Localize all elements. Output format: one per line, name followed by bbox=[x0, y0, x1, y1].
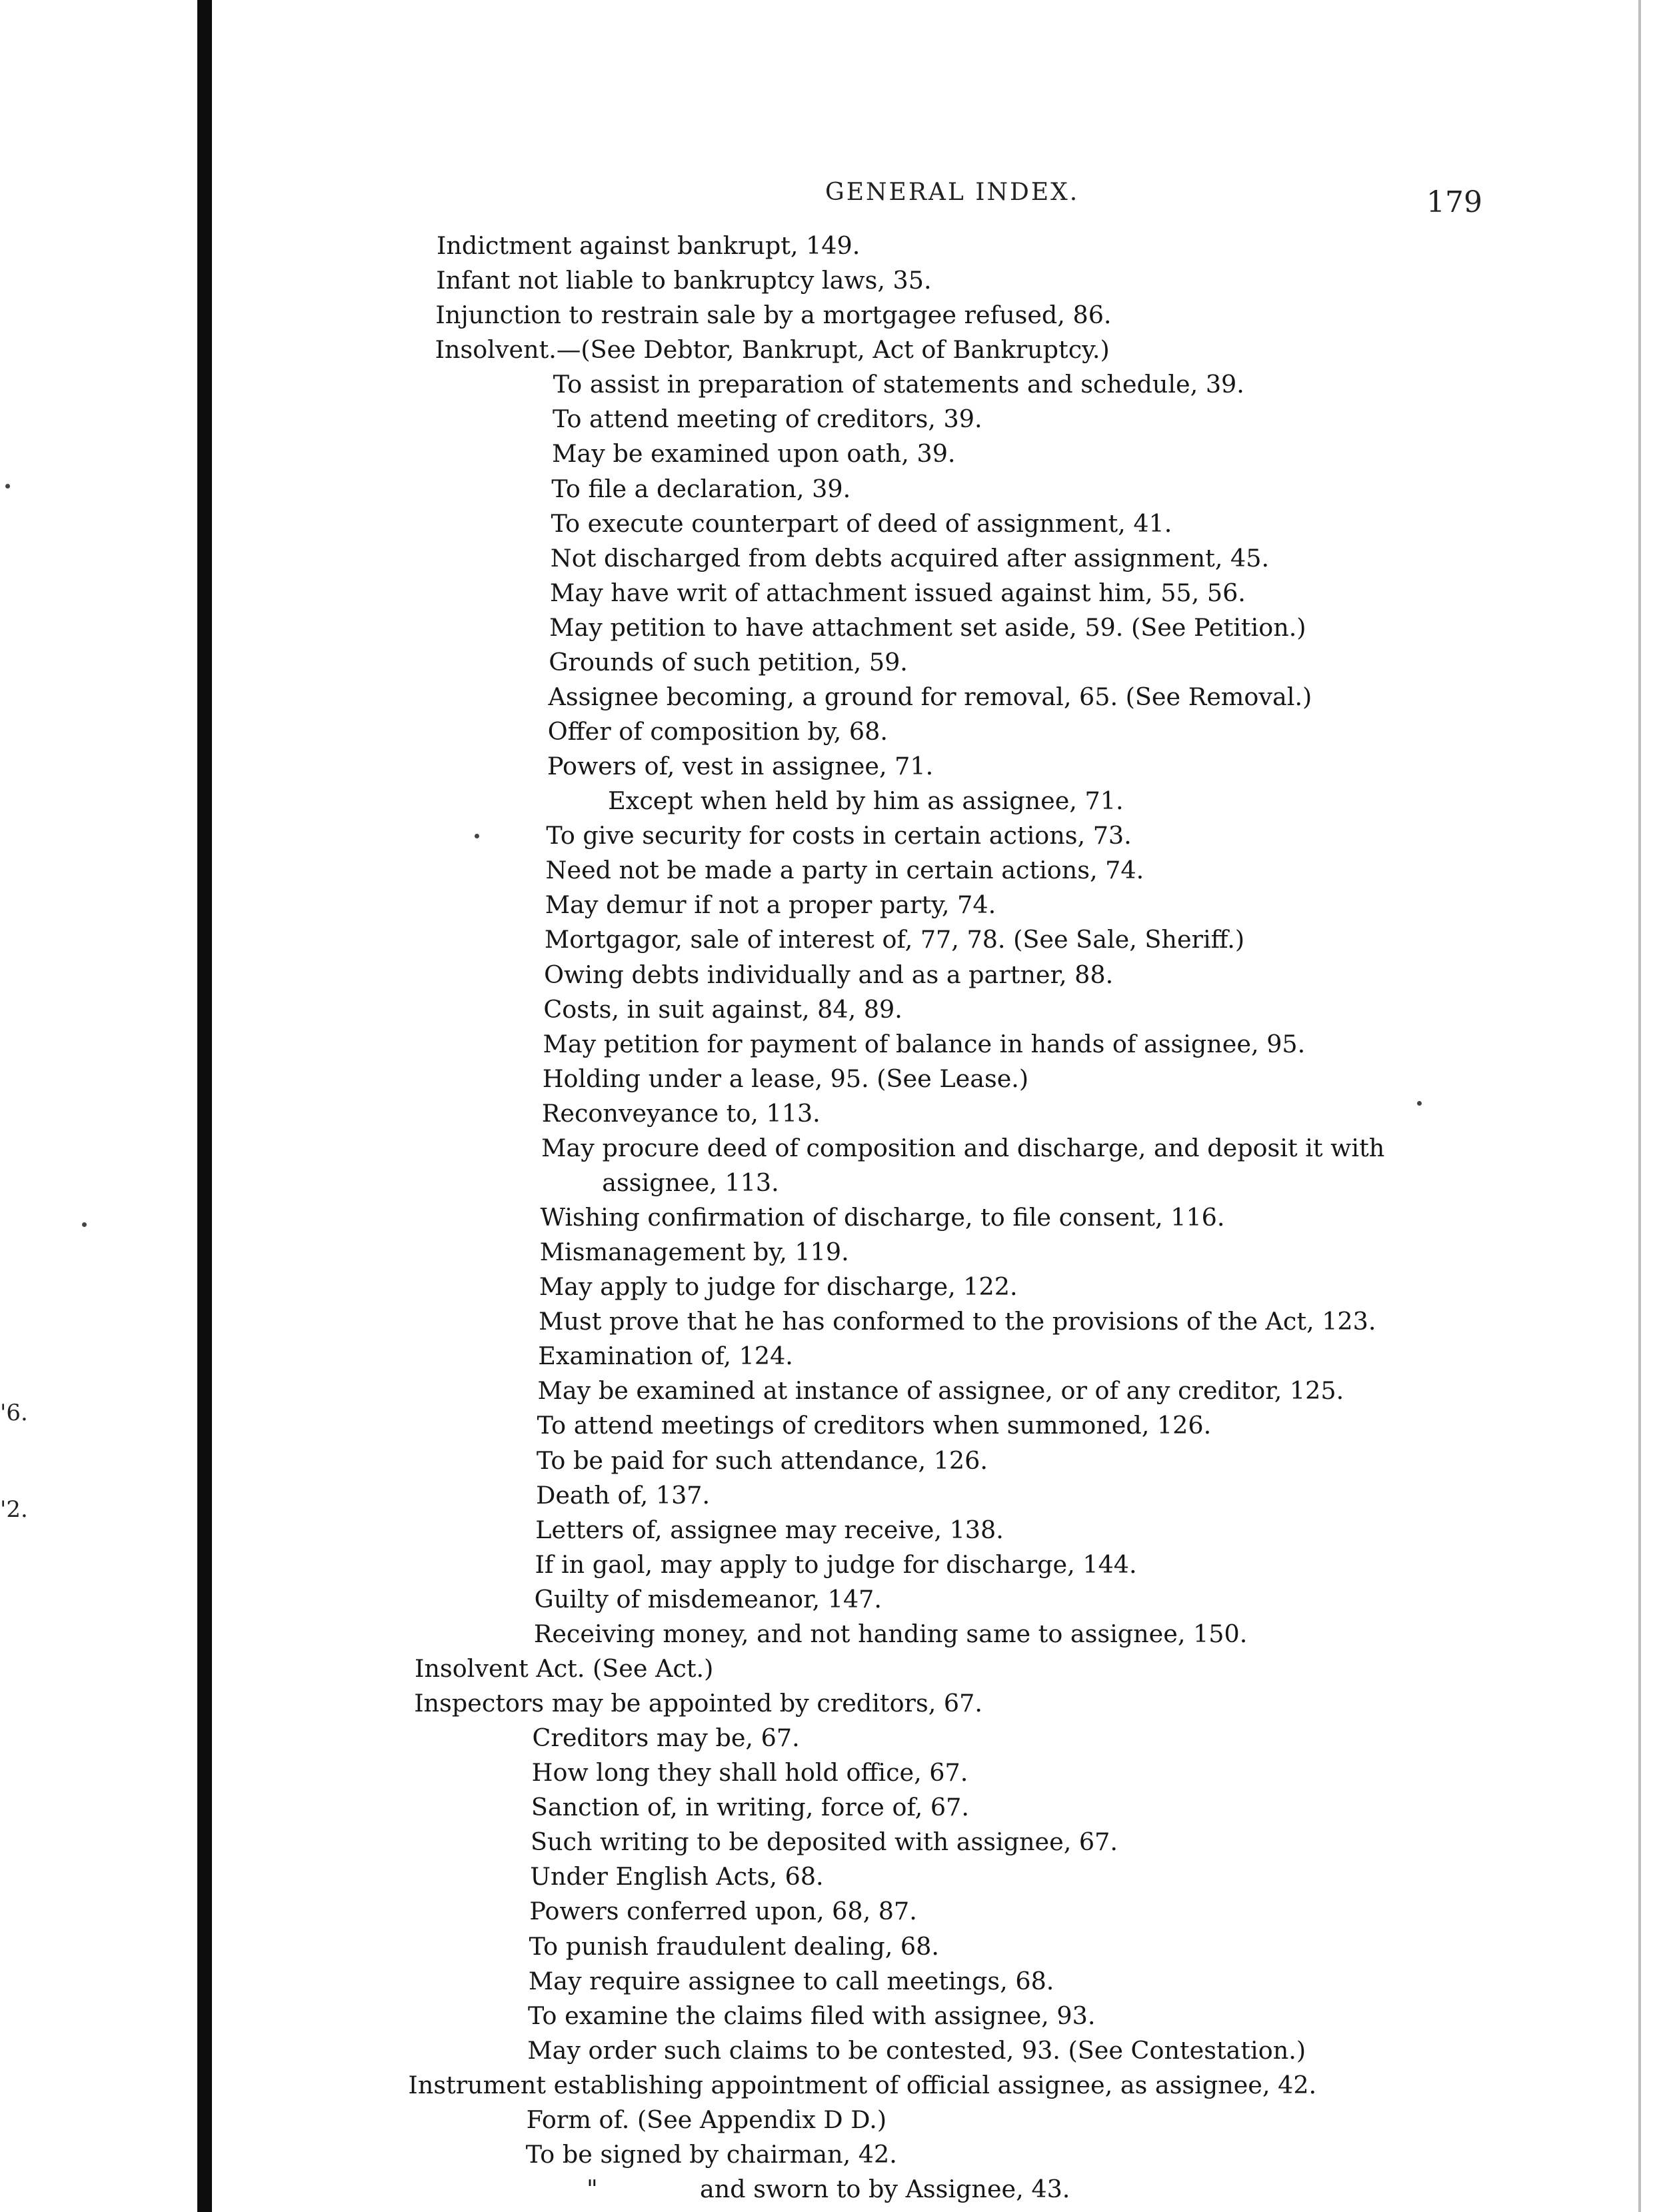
entry-text: To file a declaration, 39. bbox=[551, 474, 851, 503]
index-heading bbox=[414, 1688, 982, 1719]
page-edge bbox=[1638, 0, 1641, 2212]
index-subentry bbox=[550, 578, 1246, 608]
index-subentry bbox=[546, 820, 1131, 851]
entry-text: Examination of, 124. bbox=[538, 1342, 793, 1371]
scan-speck bbox=[5, 484, 10, 489]
entry-text: Powers conferred upon, 68, 87. bbox=[529, 1897, 917, 1926]
index-subentry bbox=[532, 1757, 968, 1788]
entry-text: May demur if not a proper party, 74. bbox=[545, 890, 996, 920]
index-subentry bbox=[535, 1584, 882, 1615]
index-subentry bbox=[551, 543, 1269, 574]
index-subentry bbox=[543, 1029, 1306, 1060]
index-subentry bbox=[587, 2174, 1070, 2205]
index-subentry bbox=[602, 1168, 779, 1198]
page-header: GENERAL INDEX. bbox=[825, 179, 1080, 206]
index-subentry bbox=[537, 1446, 988, 1476]
entry-text: If in gaol, may apply to judge for discharge, 144. bbox=[535, 1550, 1137, 1579]
scan-speck bbox=[82, 1222, 87, 1227]
index-subentry bbox=[535, 1515, 1004, 1546]
index-subentry bbox=[548, 716, 888, 747]
entry-text: Grounds of such petition, 59. bbox=[549, 647, 908, 676]
index-heading bbox=[435, 335, 1110, 365]
scan-speck bbox=[475, 834, 479, 838]
entry-text: May apply to judge for discharge, 122. bbox=[539, 1272, 1018, 1302]
index-subentry bbox=[545, 924, 1244, 955]
index-heading bbox=[436, 265, 931, 296]
entry-text: Insolvent.—(See Debtor, Bankrupt, Act of Bankruptcy.) bbox=[435, 335, 1110, 365]
index-heading bbox=[435, 300, 1111, 331]
entry-text: Infant not liable to bankruptcy laws, 35. bbox=[436, 266, 932, 295]
entry-text: Holding under a lease, 95. (See Lease.) bbox=[542, 1064, 1029, 1093]
index-subentry bbox=[529, 1931, 939, 1962]
entry-text: Sanction of, in writing, force of, 67. bbox=[531, 1793, 969, 1822]
entry-text: Receiving money, and not handing same to assignee, 150. bbox=[533, 1619, 1248, 1648]
ditto-mark: " bbox=[587, 2175, 598, 2203]
entry-text: May procure deed of composition and discharge, and deposit it with bbox=[541, 1133, 1385, 1162]
entry-text: To punish fraudulent dealing, 68. bbox=[529, 1931, 939, 1961]
index-subentry bbox=[537, 1410, 1212, 1441]
entry-text: May have writ of attachment issued against him, 55, 56. bbox=[549, 578, 1246, 607]
entry-text: Not discharged from debts acquired after assignment, 45. bbox=[550, 543, 1270, 572]
entry-text: Indictment against bankrupt, 149. bbox=[437, 231, 860, 260]
entry-text: May petition to have attachment set aside, 59. (See Petition.) bbox=[549, 612, 1306, 642]
index-subentry bbox=[541, 1133, 1384, 1164]
entry-text: Such writing to be deposited with assignee, 67. bbox=[531, 1827, 1118, 1857]
entry-text: May petition for payment of balance in hands of assignee, 95. bbox=[543, 1029, 1306, 1058]
page-number: 179 bbox=[1426, 185, 1482, 219]
entry-text: To give security for costs in certain actions, 73. bbox=[546, 821, 1132, 850]
index-subentry bbox=[546, 855, 1144, 886]
index-subentry bbox=[549, 682, 1312, 712]
index-subentry bbox=[553, 404, 982, 435]
index-subentry bbox=[538, 1341, 793, 1372]
entry-text: Must prove that he has conformed to the provisions of the Act, 123. bbox=[539, 1307, 1376, 1336]
entry-text: Owing debts individually and as a partner, 88. bbox=[544, 960, 1114, 989]
entry-text: Letters of, assignee may receive, 138. bbox=[535, 1515, 1004, 1544]
entry-text: Injunction to restrain sale by a mortgagee refused, 86. bbox=[435, 301, 1112, 330]
index-subentry bbox=[540, 1237, 849, 1268]
index-subentry bbox=[551, 509, 1172, 539]
index-subentry bbox=[527, 2105, 887, 2135]
index-heading bbox=[437, 231, 860, 261]
scan-speck bbox=[1417, 1101, 1422, 1106]
index-subentry bbox=[553, 369, 1244, 400]
entry-text: Instrument establishing appointment of official assignee, as assignee, 42. bbox=[408, 2070, 1317, 2099]
index-subentry bbox=[529, 1896, 916, 1927]
entry-text: To attend meetings of creditors when summoned, 126. bbox=[537, 1411, 1212, 1440]
index-subentry bbox=[543, 994, 902, 1025]
entry-text: Inspectors may be appointed by creditors, 67. bbox=[414, 1689, 982, 1717]
index-subentry bbox=[542, 1098, 821, 1129]
entry-text: Reconveyance to, 113. bbox=[541, 1098, 821, 1128]
entry-text: Costs, in suit against, 84, 89. bbox=[543, 994, 902, 1024]
entry-text: May order such claims to be contested, 93. (See Contestation.) bbox=[527, 2035, 1306, 2065]
index-subentry bbox=[539, 1306, 1376, 1337]
index-subentry bbox=[536, 1480, 710, 1511]
index-heading bbox=[408, 2070, 1316, 2101]
index-subentry bbox=[531, 1792, 969, 1823]
index-subentry bbox=[547, 751, 933, 782]
index-heading bbox=[415, 1654, 713, 1684]
entry-text: Need not be made a party in certain actions, 74. bbox=[545, 856, 1144, 885]
entry-text: To examine the claims filed with assignee, 93. bbox=[528, 2001, 1096, 2030]
entry-text: May be examined at instance of assignee, or of any creditor, 125. bbox=[537, 1376, 1344, 1406]
entry-text: assignee, 113. bbox=[602, 1168, 779, 1197]
entry-text: and sworn to by Assignee, 43. bbox=[700, 2175, 1070, 2203]
entry-text: Except when held by him as assignee, 71. bbox=[608, 786, 1124, 816]
entry-text: Creditors may be, 67. bbox=[532, 1723, 800, 1753]
index-subentry bbox=[552, 439, 955, 469]
entry-text: Mortgagor, sale of interest of, 77, 78. (See Sale, Sheriff.) bbox=[544, 925, 1245, 954]
entry-text: To execute counterpart of deed of assignment, 41. bbox=[551, 509, 1172, 538]
index-subentry bbox=[545, 890, 996, 920]
entry-text: Assignee becoming, a ground for removal, 65. (See Removal.) bbox=[548, 682, 1312, 711]
facing-page-margin bbox=[0, 0, 208, 2212]
index-subentry bbox=[549, 647, 908, 678]
entry-text: Guilty of misdemeanor, 147. bbox=[534, 1584, 882, 1614]
entry-text: Wishing confirmation of discharge, to file consent, 116. bbox=[540, 1203, 1225, 1232]
entry-text: Offer of composition by, 68. bbox=[547, 717, 888, 746]
index-subentry bbox=[534, 1619, 1248, 1650]
index-subentry bbox=[529, 1966, 1054, 1997]
index-subentry bbox=[549, 612, 1306, 643]
entry-text: May require assignee to call meetings, 68. bbox=[528, 1966, 1054, 1995]
index-subentry bbox=[532, 1723, 799, 1753]
entry-text: Form of. (See Appendix D D.) bbox=[526, 2105, 887, 2134]
entry-text: To be paid for such attendance, 126. bbox=[536, 1446, 988, 1475]
index-subentry bbox=[541, 1202, 1225, 1233]
index-subentry bbox=[527, 2035, 1306, 2066]
index-subentry bbox=[543, 1064, 1028, 1094]
entry-text: To attend meeting of creditors, 39. bbox=[552, 405, 982, 434]
index-subentry bbox=[551, 474, 850, 505]
facing-page-fragment: '6. bbox=[0, 1400, 28, 1426]
index-subentry bbox=[537, 1376, 1344, 1406]
index-subentry bbox=[526, 2139, 897, 2170]
entry-text: Insolvent Act. (See Act.) bbox=[415, 1654, 714, 1683]
entry-text: Powers of, vest in assignee, 71. bbox=[547, 752, 934, 781]
facing-page-fragment: '2. bbox=[0, 1496, 28, 1523]
index-subentry bbox=[539, 1272, 1018, 1302]
entry-text: How long they shall hold office, 67. bbox=[531, 1758, 968, 1787]
entry-text: Mismanagement by, 119. bbox=[539, 1238, 849, 1267]
book-gutter bbox=[197, 0, 212, 2212]
index-subentry bbox=[531, 1827, 1118, 1857]
entry-text: May be examined upon oath, 39. bbox=[552, 439, 956, 469]
index-subentry bbox=[528, 2001, 1095, 2031]
entry-text: Death of, 137. bbox=[536, 1480, 711, 1510]
entry-text: Under English Acts, 68. bbox=[530, 1862, 824, 1891]
index-subentry bbox=[530, 1861, 823, 1892]
index-subentry bbox=[535, 1550, 1136, 1580]
entry-text: To assist in preparation of statements and schedule, 39. bbox=[553, 370, 1244, 399]
entry-text: To be signed by chairman, 42. bbox=[525, 2139, 897, 2169]
index-subentry bbox=[544, 960, 1113, 990]
index-subentry bbox=[608, 786, 1123, 816]
